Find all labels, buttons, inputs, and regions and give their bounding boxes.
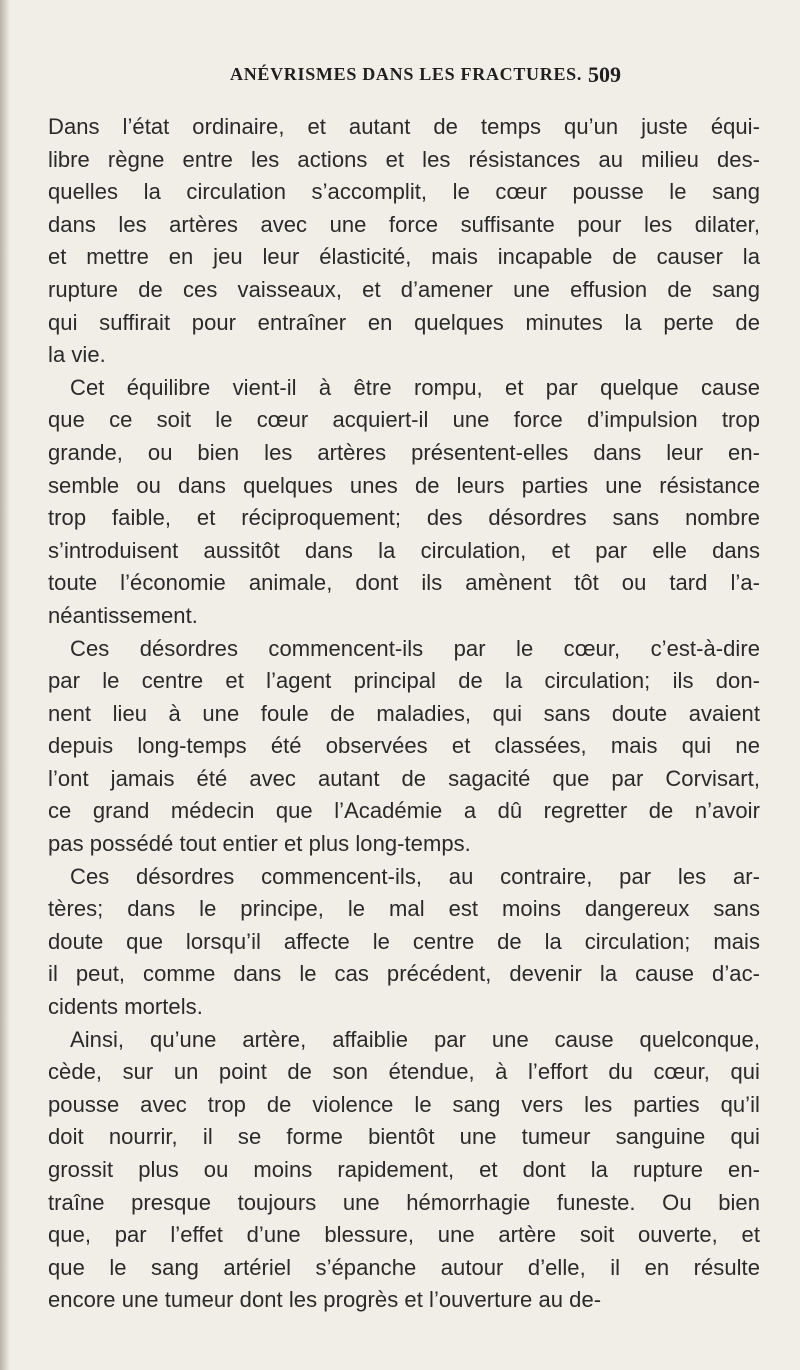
text-line: grossit plus ou moins rapidement, et dont la rupture en- — [48, 1157, 760, 1182]
text-line: que le sang artériel s’épanche autour d’elle, il en résulte — [48, 1254, 760, 1280]
text-line: trop faible, et réciproquement; des désordres sans nombre — [48, 505, 760, 531]
text-line: toute l’économie animale, dont ils amènent tôt ou tard l’a- — [48, 570, 760, 596]
text-line: s’introduisent aussitôt dans la circulation, et par elle dans — [48, 537, 760, 563]
body-text — [48, 111, 760, 1317]
text-line: nent lieu à une foule de maladies, qui sans doute avaient — [48, 700, 760, 726]
text-line: grande, ou bien les artères présentent-elles dans leur en- — [48, 439, 760, 465]
text-line: depuis long-temps été observées et classées, mais qui ne — [48, 733, 760, 759]
text-line: libre règne entre les actions et les résistances au milieu des- — [48, 146, 760, 172]
text-line: doit nourrir, il se forme bientôt une tumeur sanguine qui — [48, 1124, 760, 1150]
text-line: pousse avec trop de violence le sang vers les parties qu’il — [48, 1091, 760, 1117]
text-line: par le centre et l’agent principal de la circulation; ils don- — [48, 668, 760, 694]
text-line: quelles la circulation s’accomplit, le cœur pousse le sang — [48, 179, 760, 205]
text-line: rupture de ces vaisseaux, et d’amener une effusion de sang — [48, 276, 760, 302]
text-line: néantissement. — [48, 602, 198, 628]
text-line: cidents mortels. — [48, 994, 203, 1020]
text-line: cède, sur un point de son étendue, à l’effort du cœur, qui — [48, 1059, 760, 1085]
text-line: semble ou dans quelques unes de leurs parties une résistance — [48, 472, 760, 498]
text-line: dans les artères avec une force suffisante pour les dilater, — [48, 211, 760, 237]
text-line: qui suffirait pour entraîner en quelques minutes la perte de — [48, 309, 760, 335]
text-line: Ainsi, qu’une artère, affaiblie par une cause quelconque, — [70, 1026, 760, 1052]
text-line: et mettre en jeu leur élasticité, mais incapable de causer la — [48, 244, 760, 270]
text-line: traîne presque toujours une hémorrhagie funeste. Ou bien — [48, 1189, 760, 1215]
text-line: pas possédé tout entier et plus long-temps. — [48, 831, 471, 857]
text-line: que ce soit le cœur acquiert-il une force d’impulsion trop — [48, 407, 760, 433]
page-number: 509 — [588, 62, 621, 87]
text-line: que, par l’effet d’une blessure, une artère soit ouverte, et — [48, 1222, 760, 1248]
text-line: la vie. — [48, 342, 106, 368]
running-header-title: ANÉVRISMES DANS LES FRACTURES. — [230, 64, 583, 84]
text-line: Cet équilibre vient-il à être rompu, et par quelque cause — [70, 374, 760, 400]
text-line: Dans l’état ordinaire, et autant de temps qu’un juste équi- — [48, 114, 760, 139]
page-binding-edge — [0, 0, 10, 1370]
text-line: tères; dans le principe, le mal est moins dangereux sans — [48, 896, 760, 922]
text-line: doute que lorsqu’il affecte le centre de la circulation; mais — [48, 928, 760, 954]
text-line: Ces désordres commencent-ils par le cœur, c’est-à-dire — [70, 635, 760, 661]
text-line: ce grand médecin que l’Académie a dû regretter de n’avoir — [48, 798, 760, 824]
text-line: il peut, comme dans le cas précédent, devenir la cause d’ac- — [48, 961, 760, 987]
text-line: l’ont jamais été avec autant de sagacité que par Corvisart, — [48, 765, 760, 791]
text-line: encore une tumeur dont les progrès et l’ouverture au de- — [48, 1287, 602, 1313]
text-line: Ces désordres commencent-ils, au contraire, par les ar- — [70, 863, 760, 889]
